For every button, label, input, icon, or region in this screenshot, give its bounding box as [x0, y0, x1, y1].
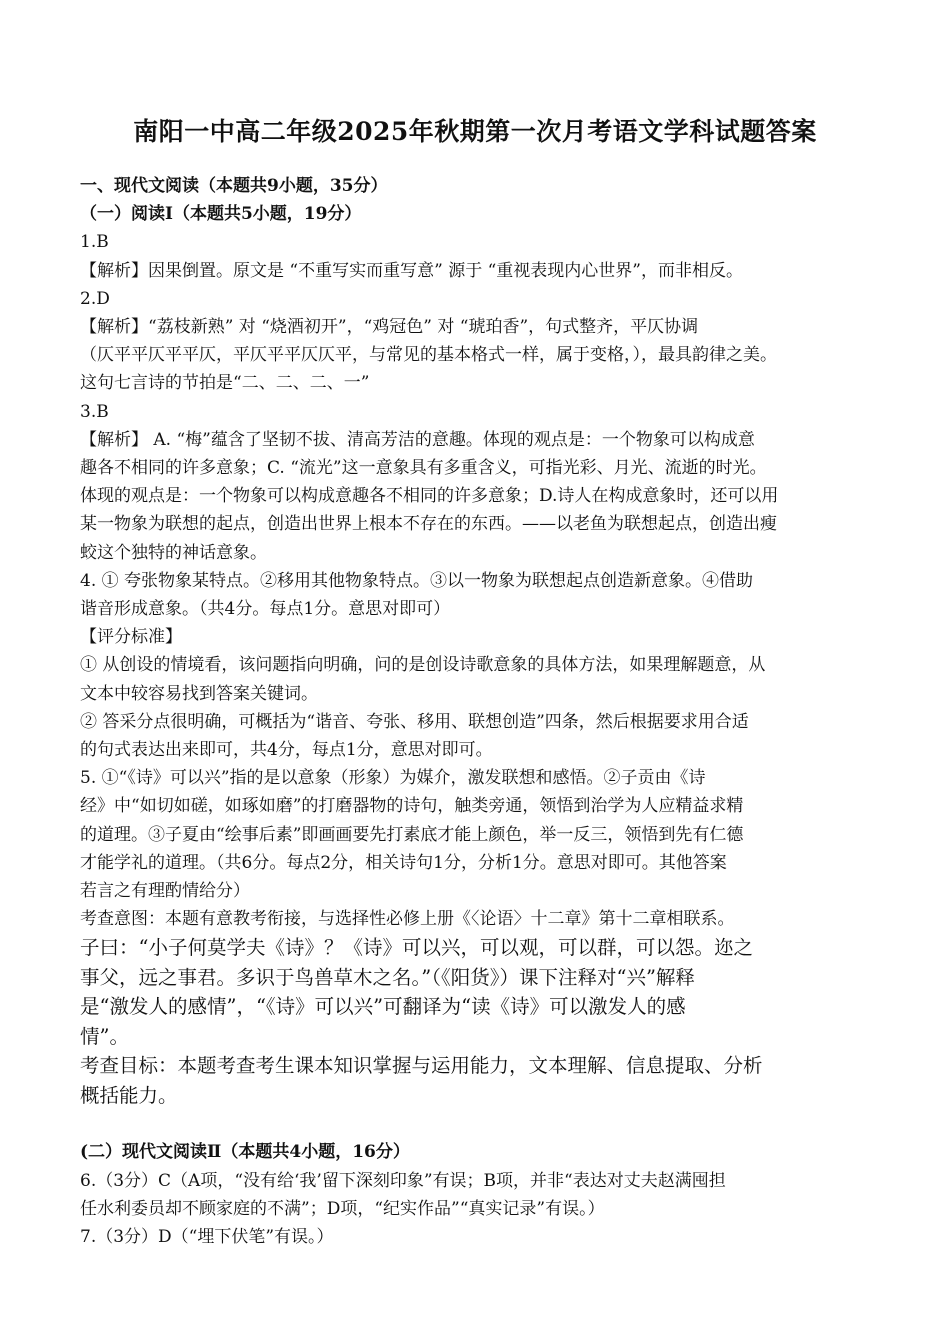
text-line: 文本中较容易找到答案关键词。	[80, 683, 318, 704]
text-line: 这句七言诗的节拍是“二、二、二、一”	[80, 373, 370, 394]
text-line: 才能学礼的道理。（共6分。每点2分，相关诗句1分，分析1分。意思对即可。其他答案	[80, 852, 727, 873]
text-line: （仄平平仄平平仄，平仄平平仄仄平，与常见的基本格式一样，属于变格，），最具韵律之美。	[80, 345, 777, 366]
text-line: 事父，远之事君。多识于鸟兽草木之名。”（《阳货》）课下注释对“兴”解释	[80, 965, 695, 989]
text-line: 考查目标：本题考查考生课本知识掌握与运用能力，文本理解、信息提取、分析	[80, 1054, 763, 1078]
text-line: 考查意图：本题有意教考衔接，与选择性必修上册《〈论语〉十二章》第十二章相联系。	[80, 909, 735, 930]
text-line: 任水利委员却不顾家庭的不满”；D项，“纪实作品”“真实记录”有误。）	[80, 1198, 605, 1219]
text-line: 若言之有理酌情给分）	[80, 881, 250, 902]
text-line: 【解析】“荔枝新熟” 对 “烧酒初开”，“鸡冠色” 对 “琥珀香”，句式整齐，平仄协调	[80, 317, 699, 338]
text-line: 某一物象为联想的起点，创造出世界上根本不存在的东西。——以老鱼为联想起点，创造出瘦	[80, 514, 777, 535]
page-title: 南阳一中高二年级2025年秋期第一次月考语文学科试题答案	[133, 117, 817, 146]
answer-content	[80, 172, 880, 1251]
section-heading: 一、现代文阅读（本题共9小题，35分）	[80, 176, 388, 196]
text-line: 的句式表达出来即可，共4分，每点1分，意思对即可。	[80, 740, 493, 761]
text-line: 6.（3分）C（A项，“没有给‘我’留下深刻印象”有误；B项，并非“表达对丈夫赵满囤担	[80, 1170, 726, 1191]
spacer	[80, 1110, 880, 1138]
text-line: 【解析】因果倒置。原文是 “不重写实而重写意” 源于 “重视表现内心世界”，而非相反。	[80, 260, 743, 281]
text-line: 【解析】 A. “梅”蕴含了坚韧不拔、清高芳洁的意趣。体现的观点是：一个物象可以构成意	[80, 429, 755, 450]
text-line: 体现的观点是：一个物象可以构成意趣各不相同的许多意象；D.诗人在构成意象时，还可以用	[80, 486, 779, 507]
text-line: 2.D	[80, 288, 110, 309]
text-line: 7.（3分）D（“埋下伏笔”有误。）	[80, 1227, 334, 1248]
text-line: 5. ①“《诗》可以兴”指的是以意象（形象）为媒介，激发联想和感悟。②子贡由《诗	[80, 768, 706, 789]
quote-block	[80, 933, 880, 1110]
text-line: 经》中“如切如磋，如琢如磨”的打磨器物的诗句，触类旁通，领悟到治学为人应精益求精	[80, 796, 744, 817]
text-line: 谐音形成意象。（共4分。每点1分。意思对即可）	[80, 599, 451, 620]
subsection-heading: （一）阅读Ⅰ（本题共5小题，19分）	[80, 204, 362, 225]
text-line: 1.B	[80, 232, 109, 253]
text-line: 情”。	[80, 1024, 129, 1048]
text-line: 是“激发人的感情”，“《诗》可以兴”可翻译为“读《诗》可以激发人的感	[80, 995, 686, 1019]
section1-body	[80, 228, 880, 933]
text-line: 4. ① 夸张物象某特点。②移用其他物象特点。③以一物象为联想起点创造新意象。④借助	[80, 570, 754, 591]
text-line: ② 答采分点很明确，可概括为“谐音、夸张、移用、联想创造”四条，然后根据要求用合适	[80, 711, 749, 732]
text-line: 趣各不相同的许多意象；C. “流光”这一意象具有多重含义，可指光彩、月光、流逝的时光。	[80, 458, 767, 479]
section-heading: (二）现代文阅读Ⅱ（本题共4小题，16分）	[80, 1142, 410, 1163]
text-line: 概括能力。	[80, 1083, 178, 1107]
text-line: 【评分标准】	[80, 627, 182, 648]
text-line: 3.B	[80, 401, 109, 422]
text-line: 子曰：“小子何莫学夫《诗》？《诗》可以兴，可以观，可以群，可以怨。迩之	[80, 936, 753, 960]
text-line: ① 从创设的情境看，该问题指向明确，问的是创设诗歌意象的具体方法，如果理解题意，从	[80, 655, 766, 676]
section2-body	[80, 1167, 880, 1252]
text-line: 的道理。③子夏由“绘事后素”即画画要先打素底才能上颜色，举一反三，领悟到先有仁德	[80, 824, 744, 845]
text-line: 蛟这个独特的神话意象。	[80, 542, 267, 563]
